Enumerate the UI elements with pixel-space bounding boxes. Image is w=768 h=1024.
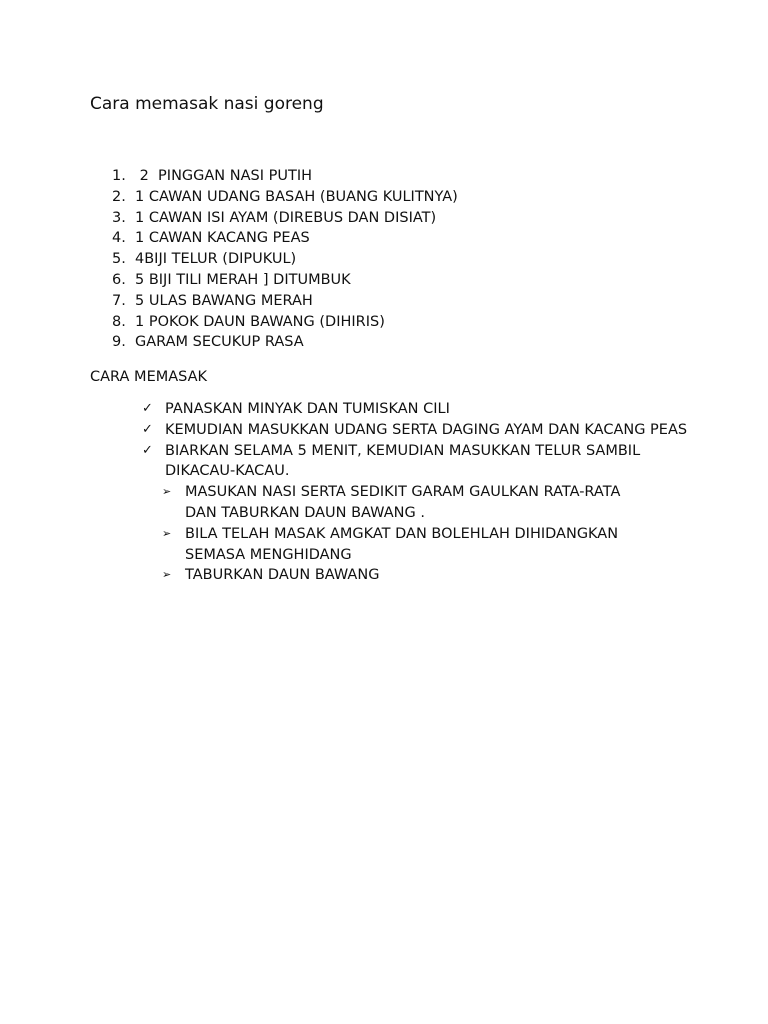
checkmark-icon: ✓ — [142, 401, 153, 416]
item-number: 6. — [112, 271, 126, 288]
item-number: 2. — [112, 188, 126, 205]
list-item — [90, 441, 690, 483]
step-text: BILA TELAH MASAK AMGKAT DAN BOLEHLAH DIHIDANGKAN SEMASA MENGHIDANG — [185, 525, 619, 563]
item-text: 1 CAWAN KACANG PEAS — [135, 230, 310, 247]
item-number: 9. — [112, 334, 126, 351]
checkmark-icon: ✓ — [142, 442, 153, 458]
checkmark-icon: ✓ — [142, 421, 153, 437]
item-number: 3. — [112, 209, 126, 226]
item-number: 4. — [112, 230, 126, 247]
item-text: 5 BIJI TILI MERAH ] DITUMBUK — [135, 271, 351, 288]
list-item — [90, 420, 690, 441]
arrowhead-icon: ➢ — [162, 568, 172, 582]
item-text: 1 POKOK DAUN BAWANG (DIHIRIS) — [135, 313, 385, 330]
item-number: 8. — [112, 313, 126, 330]
step-text: MASUKAN NASI SERTA SEDIKIT GARAM GAULKAN RATA-RATA DAN TABURKAN DAUN BAWANG . — [185, 484, 621, 521]
item-text: GARAM SECUKUP RASA — [135, 334, 304, 351]
item-text: 5 ULAS BAWANG MERAH — [135, 292, 313, 309]
item-number: 1. — [112, 168, 126, 184]
arrowhead-icon: ➢ — [162, 485, 172, 499]
list-item — [90, 524, 655, 566]
method-steps-list — [90, 399, 690, 586]
list-item — [90, 482, 655, 524]
item-number: 5. — [112, 251, 126, 268]
step-text: PANASKAN MINYAK DAN TUMISKAN CILI — [165, 401, 450, 417]
document-title: Cara memasak nasi goreng — [90, 94, 324, 114]
arrowhead-icon: ➢ — [162, 526, 172, 540]
item-number: 7. — [112, 292, 126, 309]
item-text: 1 CAWAN ISI AYAM (DIREBUS DAN DISIAT) — [135, 209, 437, 226]
step-text: BIARKAN SELAMA 5 MENIT, KEMUDIAN MASUKKAN TELUR SAMBIL DIKACAU-KACAU. — [165, 442, 641, 480]
step-text: TABURKAN DAUN BAWANG — [185, 567, 380, 584]
item-text: 1 CAWAN UDANG BASAH (BUANG KULITNYA) — [135, 188, 458, 205]
method-heading: CARA MEMASAK — [90, 369, 208, 385]
list-item — [90, 565, 655, 586]
item-text: 4BIJI TELUR (DIPUKUL) — [135, 251, 297, 268]
list-item — [90, 399, 690, 420]
item-text: 2 PINGGAN NASI PUTIH — [135, 168, 313, 184]
step-text: KEMUDIAN MASUKKAN UDANG SERTA DAGING AYAM DAN KACANG PEAS — [165, 421, 688, 438]
